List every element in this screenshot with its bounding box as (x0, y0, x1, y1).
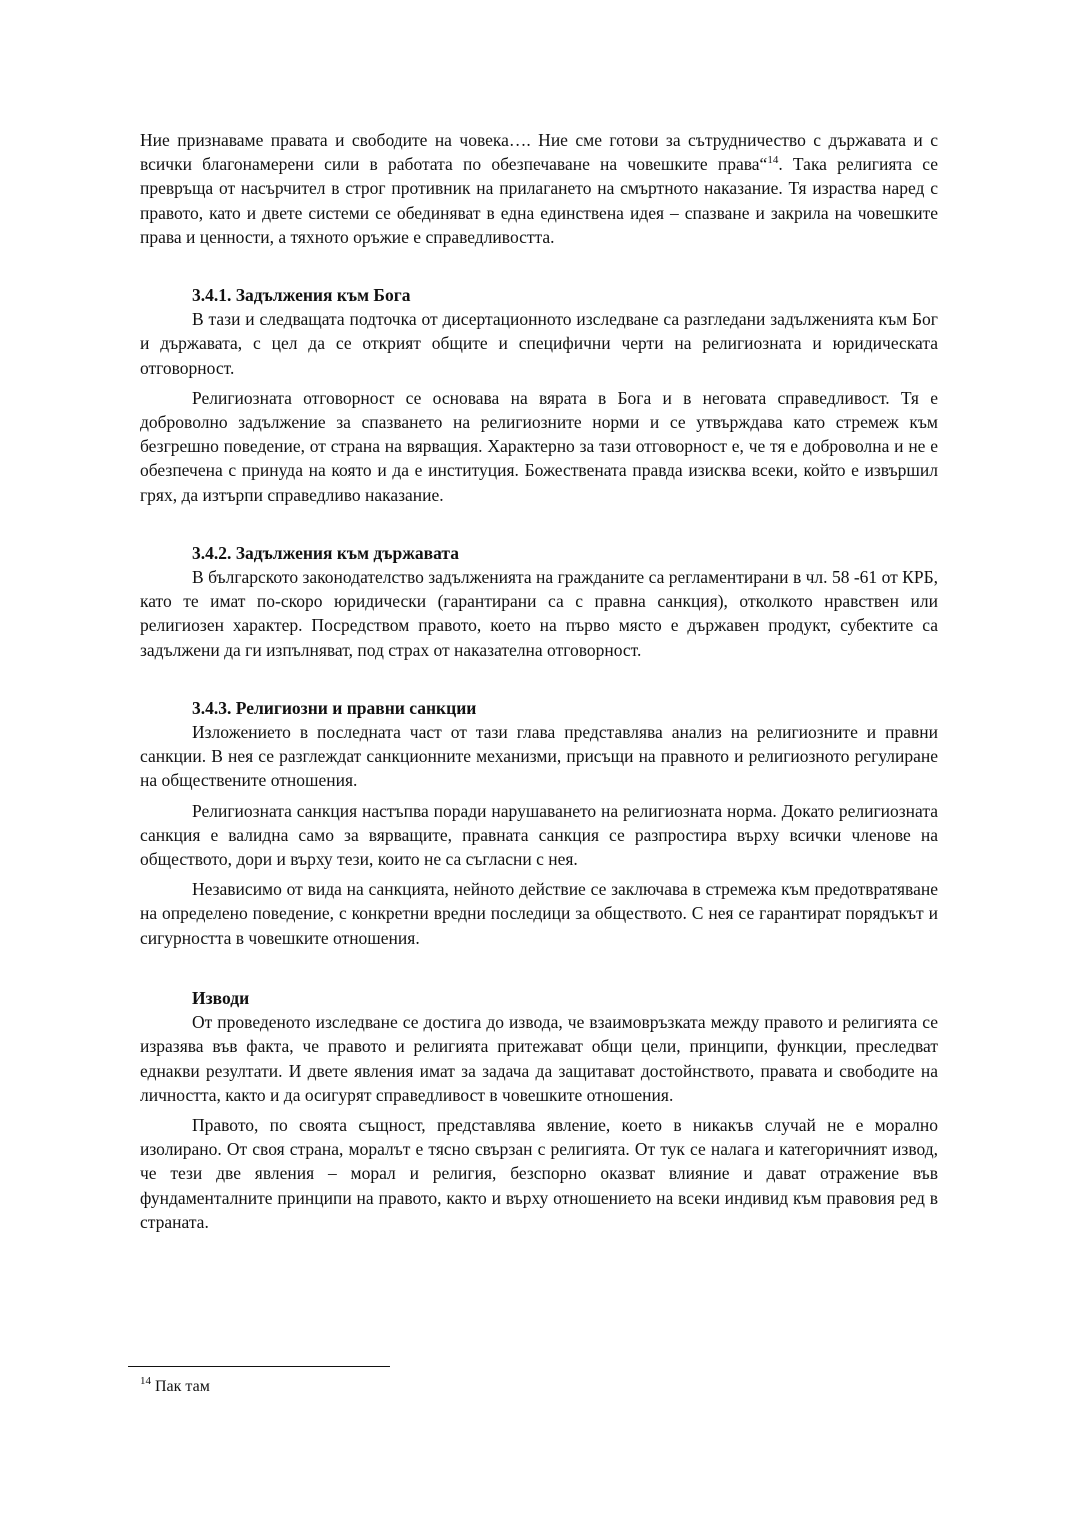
footnote-separator (128, 1366, 390, 1367)
paragraph: От проведеното изследване се достига до извода, че взаимовръзката между правото и религията се изразява във факта, че правото и религията притежават общи цели, принципи, функции, преследват еднакви резултати. И двете явления имат за задача да защитават достойнството, правата и свободите на личността, както и да осигурят справедливост в човешките отношения. (140, 1012, 938, 1105)
paragraph: В българското законодателство задълженията на гражданите са регламентирани в чл. 58 -61 от КРБ, като те имат по-скоро юридически (гарантирани са с правна санкция), отколкото нравствен или религиозен характер. Посредством правото, което на първо място е държавен продукт, субектите са задължени да ги изпълняват, под страх от наказателна отговорност. (140, 567, 938, 660)
intro-text-part2: . Така религията се превръща от насърчител в строг противник на прилагането на смъртното наказание. Тя израства наред с правото, като и двете системи се обединяват в една единствена идея – спазване и закрила на човешките права и ценности, а тяхното оръжие е справедливостта. (140, 154, 938, 247)
section-heading-obligations-to-state: 3.4.2. Задължения към държавата (192, 542, 459, 563)
footnote (140, 1376, 210, 1398)
footnote-number: 14 (140, 1375, 151, 1387)
paragraph: Религиозната санкция настъпва поради нарушаването на религиозната норма. Докато религиозната санкция е валидна само за вярващите, правната санкция се разпростира върху всички членове на обществото, дори и върху тези, които не са съгласни с нея. (140, 800, 938, 870)
section-heading-obligations-to-god: 3.4.1. Задължения към Бога (192, 285, 411, 306)
paragraph: Независимо от вида на санкцията, нейното действие се заключава в стремежа към предотвратяване на определено поведение, с конкретни вредни последици за обществото. С нея се гарантират порядъкът и сигурността в човешките отношения. (140, 879, 938, 948)
intro-text-part1: Ние признаваме правата и свободите на човека…. Ние сме готови за сътрудничество с държавата и с всички благонамерени сили в работата по обезпечаване на човешките права“ (140, 130, 938, 175)
section-heading-sanctions: 3.4.3. Религиозни и правни санкции (192, 697, 477, 718)
paragraph: Религиозната отговорност се основава на вярата в Бога и в неговата справедливост. Тя е доброволно задължение за спазването на религиозните норми и се утвърждава като стремеж към безгрешно поведение, от страна на вярващия. Характерно за тази отговорност е, че тя е доброволна и не е обезпечена с принуда на която и да е институция. Божествената правда изисква всеки, който е извършил грях, да изтърпи справедливо наказание. (140, 387, 938, 505)
footnote-reference[interactable]: 14 (767, 154, 779, 167)
page-body (140, 128, 938, 1234)
intro-paragraph (140, 128, 938, 249)
paragraph: Изложението в последната част от тази глава представлява анализ на религиозните и правни санкции. В нея се разглеждат санкционните механизми, присъщи на правното и религиозното регулиране на обществените отношения. (140, 722, 938, 791)
section-heading-conclusions: Изводи (192, 987, 250, 1008)
paragraph: Правото, по своята същност, представлява явление, което в никакъв случай не е морално изолирано. От своя страна, моралът е тясно свързан с религията. От тук се налага и категоричният извод, че тези две явления – морал и религия, безспорно оказват влияние и дават отражение във фундаменталните принципи на правото, както и върху отношението на всеки индивид към правовия ред в страната. (140, 1114, 938, 1232)
footnote-text: Пак там (155, 1378, 210, 1395)
paragraph: В тази и следващата подточка от дисертационното изследване са разгледани задълженията към Бог и държавата, с цел да се открият общите и специфични черти на религиозната и юридическата отговорност. (140, 309, 938, 378)
